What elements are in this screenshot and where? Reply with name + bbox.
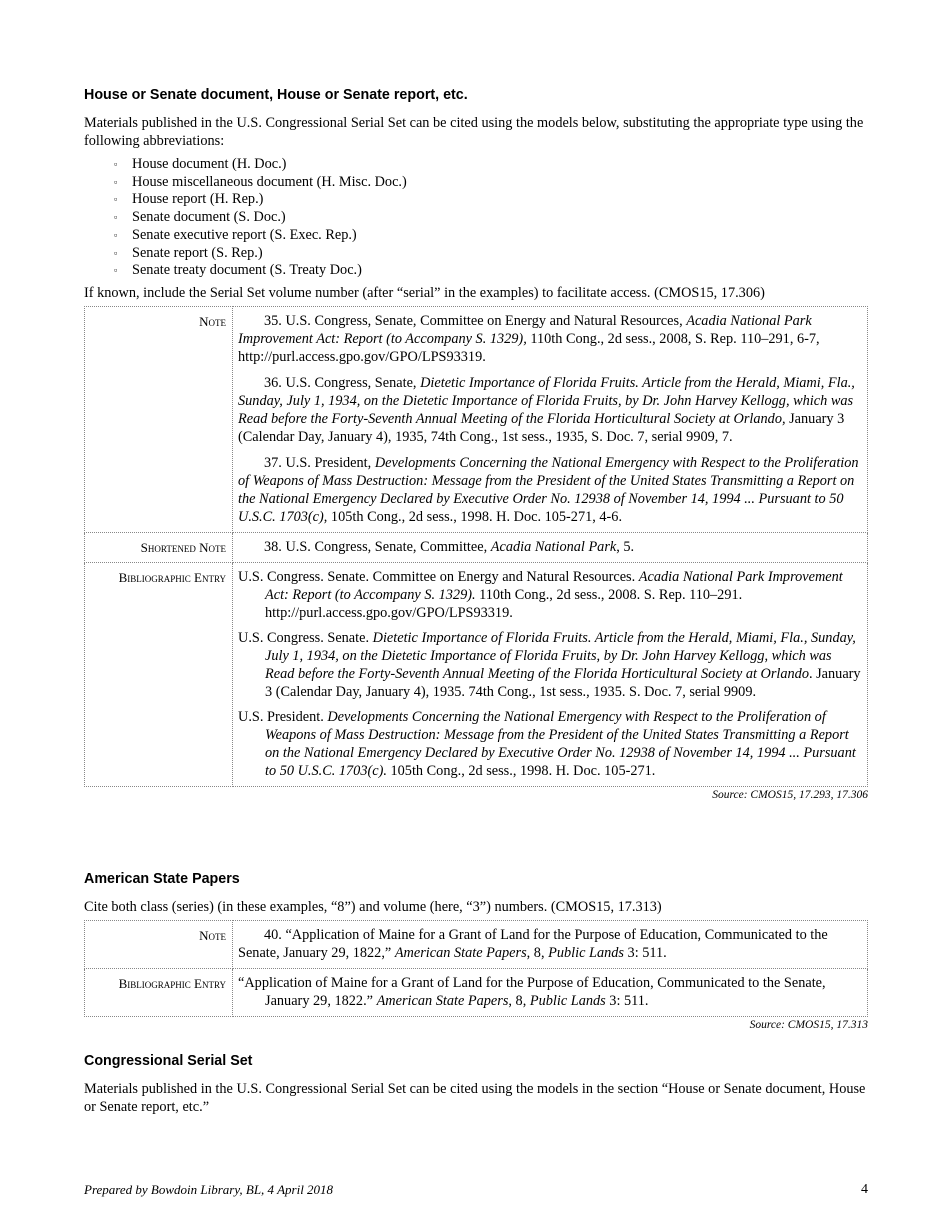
note-37: 37. U.S. President, Developments Concerning the National Emergency with Respect to the Proliferation of Weapons of Mass Destruction: Message from the President of the United States Transmitting a Report on the National Emergency Declared by Executive Order No. 12938 of November 14, 1994 ... Pursuant to 50 U.S.C. 1703(c), 105th Cong., 2d sess., 1998. H. Doc. 105-271, 4-6. [238,454,859,525]
note-40: 40. “Application of Maine for a Grant of Land for the Purpose of Education, Communicated to the Senate, January 29, 1822,” American State Papers, 8, Public Lands 3: 511. [238,927,828,961]
list-item: ▫ House miscellaneous document (H. Misc. Doc.) [114,173,407,190]
section-heading: House or Senate document, House or Senate report, etc. [84,87,468,103]
square-bullet-icon: ▫ [114,229,118,240]
bib-entry: U.S. Congress. Senate. Committee on Energy and Natural Resources. Acadia National Park Improvement Act: Report (to Accompany S. 1329). 110th Cong., 2d sess., 2008. S. Rep. 110–291. http://purl.access.gpo.gov/GPO/LPS93319. [238,568,843,621]
list-item: ▫ Senate report (S. Rep.) [114,244,263,261]
list-item: ▫ Senate document (S. Doc.) [114,209,286,226]
section-house-senate [84,86,868,802]
row-label-bibliographic-entry: Bibliographic Entry [85,969,233,1017]
table-row [85,562,868,786]
page-footer [84,1181,868,1199]
square-bullet-icon: ▫ [114,247,118,258]
list-item: ▫ House document (H. Doc.) [114,156,287,172]
note-36: 36. U.S. Congress, Senate, Dietetic Importance of Florida Fruits. Article from the Herald, Miami, Fla., Sunday, July 1, 1934, on the Dietetic Importance of Florida Fruits, by Dr. John Harvey Kellogg, which was Read before the Forty-Seventh Annual Meeting of the Florida Horticultural Society at Orlando, January 3 (Calendar Day, January 4), 1935, 74th Cong., 1st sess., 1935, S. Doc. 7, serial 9909, 7. [238,374,855,445]
abbreviation-list [84,156,868,280]
source-citation: Source: CMOS15, 17.313 [749,1019,868,1031]
section-american-state-papers [84,870,868,1032]
note-35: 35. U.S. Congress, Senate, Committee on Energy and Natural Resources, Acadia National Park Improvement Act: Report (to Accompany S. 1329), 110th Cong., 2d sess., 2008, S. Rep. 110–291, 6-7, http://purl.access.gpo.gov/GPO/LPS93319. [238,312,820,365]
bib-entry: U.S. Congress. Senate. Dietetic Importance of Florida Fruits. Article from the Herald, Miami, Fla., Sunday, July 1, 1934, on the Dietetic Importance of Florida Fruits, by Dr. John Harvey Kellogg, which was Read before the Forty-Seventh Annual Meeting of the Florida Horticultural Society at Orlando. January 3 (Calendar Day, January 4), 1935. 74th Cong., 1st sess., 1935. S. Doc. 7, serial 9909. [238,629,861,700]
section-congressional-serial-set [84,1052,868,1116]
page-number: 4 [861,1182,868,1197]
square-bullet-icon: ▫ [114,176,118,187]
row-label-bibliographic-entry: Bibliographic Entry [85,562,233,786]
square-bullet-icon: ▫ [114,212,118,223]
section-text: Materials published in the U.S. Congressional Serial Set can be cited using the models in the section “House or Senate document, House or Senate report, etc.” [84,1081,866,1115]
citation-table [84,306,868,787]
footer-credit: Prepared by Bowdoin Library, BL, 4 April 2018 [84,1182,334,1197]
bib-entry: “Application of Maine for a Grant of Land for the Purpose of Education, Communicated to the Senate, January 29, 1822.” American State Papers, 8, Public Lands 3: 511. [238,975,826,1009]
square-bullet-icon: ▫ [114,194,118,205]
bibliographic-entry-cell [233,562,868,786]
section-heading: American State Papers [84,871,240,887]
shortened-note-cell [233,532,868,562]
section-intro: Cite both class (series) (in these examples, “8”) and volume (here, “3”) numbers. (CMOS15, 17.313) [84,899,662,915]
bibliographic-entry-cell [233,969,868,1017]
list-item: ▫ House report (H. Rep.) [114,191,264,208]
list-item: ▫ Senate treaty document (S. Treaty Doc.) [114,262,362,279]
note-cell [233,306,868,532]
table-row [85,532,868,562]
row-label-shortened-note: Shortened Note [85,532,233,562]
square-bullet-icon: ▫ [114,159,118,169]
source-citation: Source: CMOS15, 17.293, 17.306 [712,788,868,801]
section-intro: Materials published in the U.S. Congressional Serial Set can be cited using the models below, substituting the appropriate type using the following abbreviations: [84,115,864,149]
row-label-note: Note [85,921,233,969]
section-heading: Congressional Serial Set [84,1053,253,1069]
square-bullet-icon: ▫ [114,265,118,276]
bib-entry: U.S. President. Developments Concerning the National Emergency with Respect to the Proliferation of Weapons of Mass Destruction: Message from the President of the United States Transmitting a Report on the National Emergency Declared by Executive Order No. 12938 of November 14, 1994 ... Pursuant to 50 U.S.C. 1703(c). 105th Cong., 2d sess., 1998. H. Doc. 105-271. [238,708,856,779]
table-row [85,306,868,532]
note-cell [233,921,868,969]
serial-volume-note: If known, include the Serial Set volume number (after “serial” in the examples) to facilitate access. (CMOS15, 17.306) [84,284,765,301]
row-label-note: Note [85,306,233,532]
citation-table [84,920,868,1017]
list-item: ▫ Senate executive report (S. Exec. Rep.) [114,226,357,243]
table-row [85,921,868,969]
table-row [85,969,868,1017]
note-38: 38. U.S. Congress, Senate, Committee, Acadia National Park, 5. [264,538,635,555]
